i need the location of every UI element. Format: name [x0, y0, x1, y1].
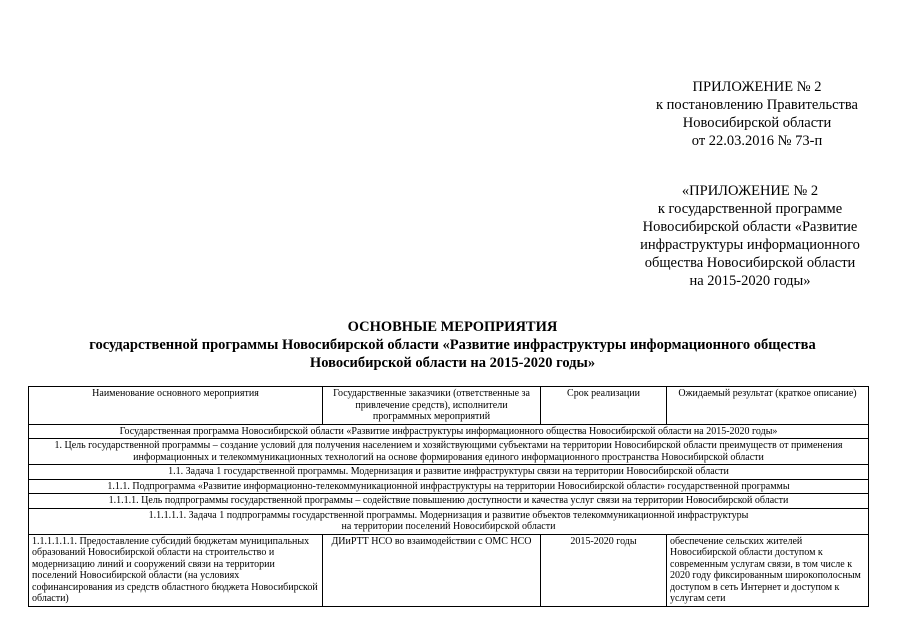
appendix-line: «ПРИЛОЖЕНИЕ № 2: [681, 183, 819, 199]
table-row: [29, 465, 869, 480]
activity-name-cell: 1.1.1.1.1.1. Предоставление субсидий бюджетам муниципальных образований Новосибирской области на строительство и модернизацию линий и сооружений связи на территории поселений Новосибирской области (на условиях софинансирования из средств областного бюджета Новосибирской области): [29, 534, 323, 606]
appendix-line: на 2015-2020 годы»: [689, 273, 811, 289]
header-cell-name: Наименование основного мероприятия: [29, 387, 323, 425]
activities-table: [28, 386, 869, 607]
program-row-cell: Государственная программа Новосибирской области «Развитие инфраструктуры информационного общества Новосибирской области на 2015-2020 годы»: [29, 424, 869, 439]
header-cell-period: Срок реализации: [541, 387, 667, 425]
table-header-row: [29, 387, 869, 425]
appendix-line: к государственной программе: [657, 201, 843, 217]
table-row: [29, 424, 869, 439]
subtask-row-cell: [29, 508, 869, 534]
appendix-line: общества Новосибирской области: [644, 255, 856, 271]
appendix-program-header: [600, 182, 900, 290]
title-line-program-end: Новосибирской области на 2015-2020 годы»: [309, 355, 596, 371]
appendix-line: Новосибирской области: [682, 115, 832, 131]
task-row-cell: 1.1. Задача 1 государственной программы. Модернизация и развитие инфраструктуры связи на территории Новосибирской области: [29, 465, 869, 480]
appendix-line: инфраструктуры информационного: [640, 237, 860, 253]
table-row: [29, 508, 869, 534]
document-title: [40, 318, 865, 372]
header-cell-result: Ожидаемый результат (краткое описание): [667, 387, 869, 425]
table-row: [29, 439, 869, 465]
activity-row: [29, 534, 869, 606]
activity-period-cell: 2015-2020 годы: [541, 534, 667, 606]
subtask-line: на территории поселений Новосибирской области: [341, 521, 556, 532]
title-line-main: ОСНОВНЫЕ МЕРОПРИЯТИЯ: [347, 319, 558, 335]
title-line-program: государственной программы Новосибирской области «Развитие инфраструктуры информационного общества: [89, 337, 816, 353]
activity-result-cell: обеспечение сельских жителей Новосибирской области доступом к современным услугам связи, в том числе к 2020 году фиксированным широкополосным доступом в сеть Интернет и доступом к услугам сети: [667, 534, 869, 606]
activity-customer-cell: ДИиРТТ НСО во взаимодействии с ОМС НСО: [323, 534, 541, 606]
appendix-line: Новосибирской области «Развитие: [642, 219, 858, 235]
subtask-line: 1.1.1.1.1. Задача 1 подпрограммы государственной программы. Модернизация и развитие объектов телекоммуникационной инфраструктуры: [148, 509, 749, 521]
appendix-line: от 22.03.2016 № 73-п: [691, 133, 823, 149]
table-row: [29, 494, 869, 509]
appendix-line: ПРИЛОЖЕНИЕ № 2: [692, 79, 822, 95]
subgoal-row-cell: 1.1.1.1. Цель подпрограммы государственной программы – содействие повышению доступности и качества услуг связи на территории Новосибирской области: [29, 494, 869, 509]
header-cell-customers: Государственные заказчики (ответственные за привлечение средств), исполнители программных мероприятий: [323, 387, 541, 425]
goal-row-cell: 1. Цель государственной программы – создание условий для получения населением и хозяйствующими субъектами на территории Новосибирской области преимуществ от применения информационных и телекоммуникационных технологий на основе формирования единого информационного пространства Новосибирской области: [29, 439, 869, 465]
appendix-line: к постановлению Правительства: [656, 97, 858, 113]
appendix-decree-header: [612, 78, 902, 150]
subprogram-row-cell: 1.1.1. Подпрограмма «Развитие информационно-телекоммуникационной инфраструктуры на территории Новосибирской области» государственной программы: [29, 479, 869, 494]
table-row: [29, 479, 869, 494]
